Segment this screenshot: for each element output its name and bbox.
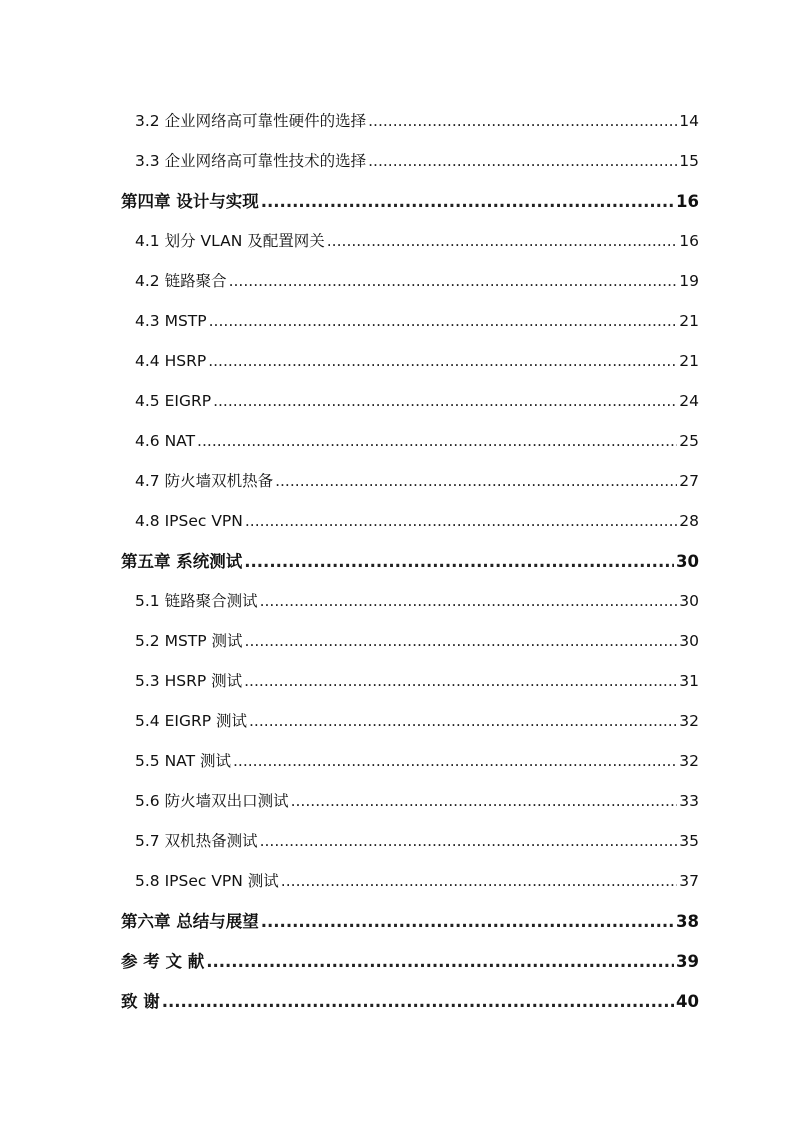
- toc-entry-page: 21: [679, 352, 699, 371]
- toc-entry[interactable]: [121, 142, 699, 182]
- toc-entry[interactable]: [121, 422, 699, 462]
- toc-entry[interactable]: [121, 382, 699, 422]
- toc-entry-page: 24: [679, 392, 699, 411]
- toc-entry-title: 4.7 防火墙双机热备: [135, 472, 274, 491]
- toc-entry-title: 5.2 MSTP 测试: [135, 632, 243, 651]
- toc-entry-title: 3.3 企业网络高可靠性技术的选择: [135, 152, 367, 171]
- toc-entry-page: 15: [679, 152, 699, 171]
- toc-entry-title: 5.6 防火墙双出口测试: [135, 792, 289, 811]
- toc-entry-page: 21: [679, 312, 699, 331]
- toc-entry[interactable]: [121, 342, 699, 382]
- toc-dot-leader: [229, 273, 678, 290]
- toc-dot-leader: [209, 313, 678, 330]
- toc-dot-leader: [162, 993, 674, 1011]
- toc-entry-title: 5.3 HSRP 测试: [135, 672, 243, 691]
- toc-chapter-entry[interactable]: [121, 542, 699, 582]
- toc-entry-page: 32: [679, 752, 699, 771]
- toc-entry[interactable]: [121, 662, 699, 702]
- table-of-contents: [121, 102, 699, 1022]
- toc-dot-leader: [368, 113, 677, 130]
- toc-chapter-entry[interactable]: [121, 902, 699, 942]
- toc-entry-page: 39: [676, 951, 699, 971]
- toc-entry-page: 33: [679, 792, 699, 811]
- toc-entry-title: 5.8 IPSec VPN 测试: [135, 872, 279, 891]
- toc-entry-page: 28: [679, 512, 699, 531]
- toc-chapter-entry[interactable]: [121, 182, 699, 222]
- toc-entry-page: 14: [679, 112, 699, 131]
- toc-entry-page: 31: [679, 672, 699, 691]
- toc-entry-title: 4.5 EIGRP: [135, 392, 212, 411]
- toc-entry-title: 4.1 划分 VLAN 及配置网关: [135, 232, 325, 251]
- toc-chapter-entry[interactable]: [121, 982, 699, 1022]
- toc-entry-page: 25: [679, 432, 699, 451]
- toc-dot-leader: [245, 513, 677, 530]
- toc-entry-page: 40: [676, 991, 699, 1011]
- toc-entry[interactable]: [121, 822, 699, 862]
- toc-entry-title: 第五章 系统测试: [121, 551, 243, 571]
- toc-entry-page: 19: [679, 272, 699, 291]
- toc-entry-title: 3.2 企业网络高可靠性硬件的选择: [135, 112, 367, 131]
- toc-entry[interactable]: [121, 222, 699, 262]
- toc-entry[interactable]: [121, 462, 699, 502]
- toc-entry-title: 4.8 IPSec VPN: [135, 512, 243, 531]
- toc-entry-page: 27: [679, 472, 699, 491]
- toc-entry-page: 16: [679, 232, 699, 251]
- toc-entry-page: 30: [679, 592, 699, 611]
- toc-entry-title: 4.3 MSTP: [135, 312, 207, 331]
- toc-entry-page: 37: [679, 872, 699, 891]
- toc-entry-page: 32: [679, 712, 699, 731]
- toc-entry[interactable]: [121, 702, 699, 742]
- toc-entry[interactable]: [121, 302, 699, 342]
- toc-entry-title: 致 谢: [121, 991, 160, 1011]
- toc-dot-leader: [261, 913, 674, 931]
- toc-entry[interactable]: [121, 262, 699, 302]
- toc-dot-leader: [206, 953, 674, 971]
- toc-dot-leader: [233, 753, 677, 770]
- toc-entry-page: 30: [676, 551, 699, 571]
- toc-entry-title: 4.6 NAT: [135, 432, 196, 451]
- toc-entry[interactable]: [121, 782, 699, 822]
- toc-dot-leader: [368, 153, 677, 170]
- toc-entry-page: 35: [679, 832, 699, 851]
- toc-dot-leader: [244, 553, 674, 571]
- toc-entry-title: 4.4 HSRP: [135, 352, 207, 371]
- toc-dot-leader: [249, 713, 677, 730]
- toc-entry-title: 第六章 总结与展望: [121, 911, 259, 931]
- toc-entry[interactable]: [121, 862, 699, 902]
- toc-dot-leader: [208, 353, 677, 370]
- toc-dot-leader: [327, 233, 678, 250]
- toc-entry[interactable]: [121, 582, 699, 622]
- toc-entry[interactable]: [121, 622, 699, 662]
- toc-entry-page: 30: [679, 632, 699, 651]
- toc-dot-leader: [260, 833, 678, 850]
- toc-entry-title: 5.1 链路聚合测试: [135, 592, 258, 611]
- toc-dot-leader: [244, 673, 677, 690]
- toc-entry-title: 第四章 设计与实现: [121, 191, 259, 211]
- toc-entry-title: 5.4 EIGRP 测试: [135, 712, 247, 731]
- toc-entry-title: 5.5 NAT 测试: [135, 752, 231, 771]
- toc-dot-leader: [261, 193, 674, 211]
- toc-entry[interactable]: [121, 502, 699, 542]
- toc-entry-title: 参 考 文 献: [121, 951, 205, 971]
- toc-entry-page: 38: [676, 911, 699, 931]
- toc-dot-leader: [281, 873, 677, 890]
- toc-dot-leader: [197, 433, 677, 450]
- toc-entry[interactable]: [121, 742, 699, 782]
- toc-entry-page: 16: [676, 191, 699, 211]
- toc-chapter-entry[interactable]: [121, 942, 699, 982]
- toc-entry[interactable]: [121, 102, 699, 142]
- toc-dot-leader: [260, 593, 678, 610]
- toc-entry-title: 4.2 链路聚合: [135, 272, 227, 291]
- toc-dot-leader: [213, 393, 677, 410]
- toc-dot-leader: [245, 633, 678, 650]
- toc-dot-leader: [275, 473, 677, 490]
- toc-dot-leader: [291, 793, 678, 810]
- toc-entry-title: 5.7 双机热备测试: [135, 832, 258, 851]
